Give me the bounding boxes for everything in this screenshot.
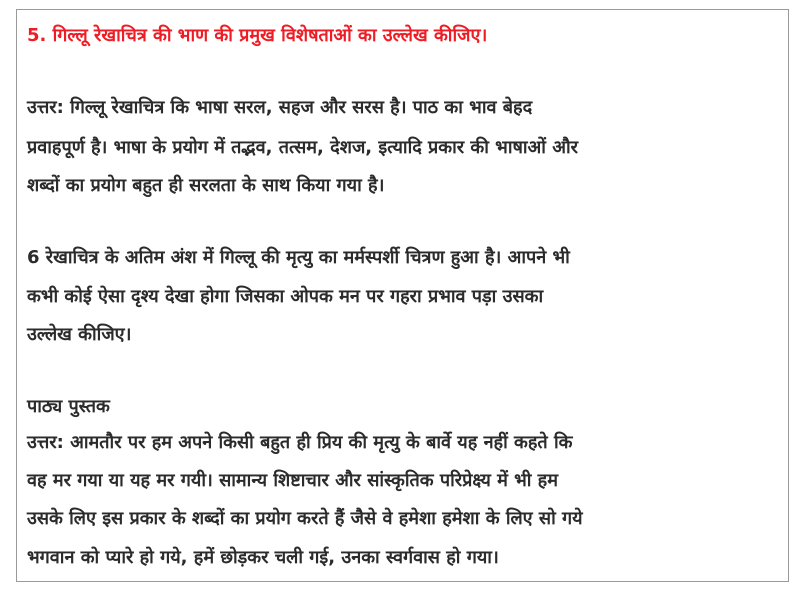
- question-5-answer-line-3: शब्दों का प्रयोग बहुत ही सरलता के साथ किया गया है।: [27, 175, 385, 196]
- question-5-answer-line-1: उत्तर: गिल्लू रेखाचित्र कि भाषा सरल, सहज और सरस है। पाठ का भाव बेहद: [27, 97, 533, 118]
- question-5-title: 5. गिल्लू रेखाचित्र की भाण की प्रमुख विशेषताओं का उल्लेख कीजिए।: [27, 25, 488, 46]
- question-5-answer-line-2: प्रवाहपूर्ण है। भाषा के प्रयोग में तद्भव, तत्सम, देशज, इत्यादि प्रकार की भाषाओं और: [27, 137, 578, 158]
- question-6-line-1: 6 रेखाचित्र के अतिम अंश में गिल्लू की मृत्यु का मर्मस्पर्शी चित्रण हुआ है। आपने भी: [27, 247, 570, 268]
- textbook-answer-line-2: वह मर गया या यह मर गयी। सामान्य शिष्टाचार और सांस्कृतिक परिप्रेक्ष्य में भी हम: [27, 470, 558, 491]
- question-6-line-2: कभी कोई ऐसा दृश्य देखा होगा जिसका ओपक मन पर गहरा प्रभाव पड़ा उसका: [27, 286, 544, 307]
- textbook-answer-line-4: भगवान को प्यारे हो गये, हमें छोड़कर चली गई, उनका स्वर्गवास हो गया।: [27, 547, 499, 568]
- textbook-answer-line-1: उत्तर: आमतौर पर हम अपने किसी बहुत ही प्रिय की मृत्यु के बार्वे यह नहीं कहते कि: [27, 432, 573, 453]
- question-6-line-3: उल्लेख कीजिए।: [27, 324, 132, 345]
- textbook-heading: पाठ्य पुस्तक: [27, 396, 110, 417]
- textbook-answer-line-3: उसके लिए इस प्रकार के शब्दों का प्रयोग करते हैं जैसे वे हमेशा हमेशा के लिए सो गये: [27, 508, 583, 529]
